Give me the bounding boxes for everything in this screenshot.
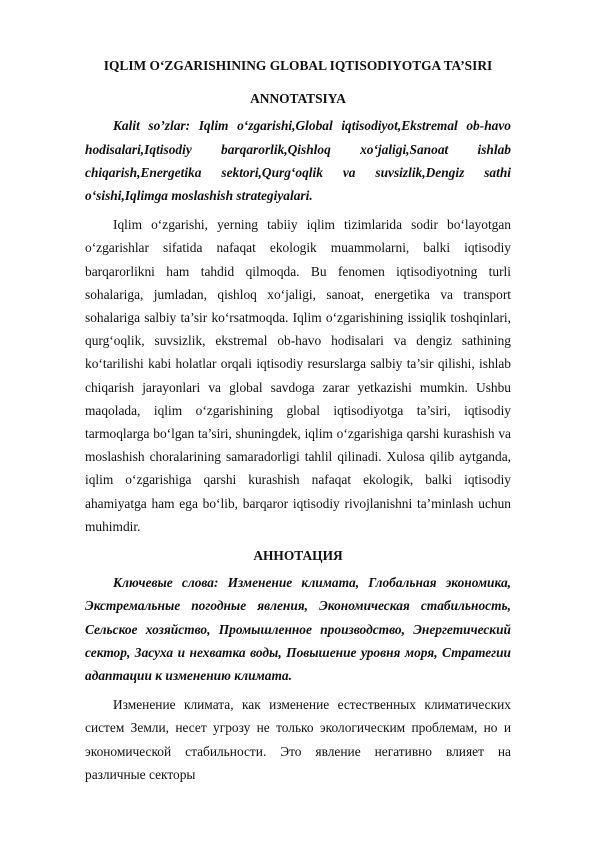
uz-keywords: Kalit so’zlar: Iqlim o‘zgarishi,Global iqtisodiyot,Ekstremal ob-havo hodisalari,Iqtisodiy barqarorlik,Qishloq xo‘jaligi,Sanoat ishlab chiqarish,Energetika sektori,Qurg‘oqlik va suvsizlik,Dengiz sathi o‘sishi,Iqlimga moslashish strategiyalari. <box>85 118 511 204</box>
article-title: IQLIM O‘ZGARISHINING GLOBAL IQTISODIYOTGA TA’SIRI <box>103 58 493 73</box>
document-page <box>85 54 511 786</box>
uz-annotation-heading: ANNOTATSIYA <box>250 91 346 107</box>
ru-abstract: Изменение климата, как изменение естественных климатических систем Земли, несет угрозу не только экологическим проблемам, но и экономической стабильности. Это явление негативно влияет на различные секторы <box>85 697 511 782</box>
ru-annotation-heading: АННОТАЦИЯ <box>253 548 343 564</box>
ru-keywords: Ключевые слова: Изменение климата, Глобальная экономика, Экстремальные погодные явления, Экономическая стабильность, Сельское хозяйство, Промышленное производство, Энергетический сектор, Засуха и нехватка воды, Повышение уровня моря, Стратегии адаптации к изменению климата. <box>85 575 511 684</box>
uz-abstract: Iqlim o‘zgarishi, yerning tabiiy iqlim tizimlarida sodir bo‘layotgan o‘zgarishlar sifatida nafaqat ekologik muammolarni, balki iqtisodiy barqarorlikni ham tahdid qilmoqda. Bu fenomen iqtisodiyotning turli sohalariga, jumladan, qishloq xo‘jaligi, sanoat, energetika va transport sohalariga salbiy ta’sir ko‘rsatmoqda. Iqlim o‘zgarishining issiqlik toshqinlari, qurg‘oqlik, suvsizlik, ekstremal ob-havo hodisalari va dengiz sathining ko‘tarilishi kabi holatlar orqali iqtisodiy resurslarga salbiy ta’sir qilishi, ishlab chiqarish jarayonlari va global savdoga zarar yetkazishi mumkin. Ushbu maqolada, iqlim o‘zgarishining global iqtisodiyotga ta’siri, iqtisodiy tarmoqlarga bo‘lgan ta’siri, shuningdek, iqlim o‘zgarishiga qarshi kurashish va moslashish choralarining samaradorligi tahlil qilinadi. Xulosa qilib aytganda, iqlim o‘zgarishiga qarshi kurashish nafaqat ekologik, balki iqtisodiy ahamiyatga ham ega bo‘lib, barqaror iqtisodiy rivojlanishni ta’minlash uchun muhimdir. <box>85 217 511 534</box>
